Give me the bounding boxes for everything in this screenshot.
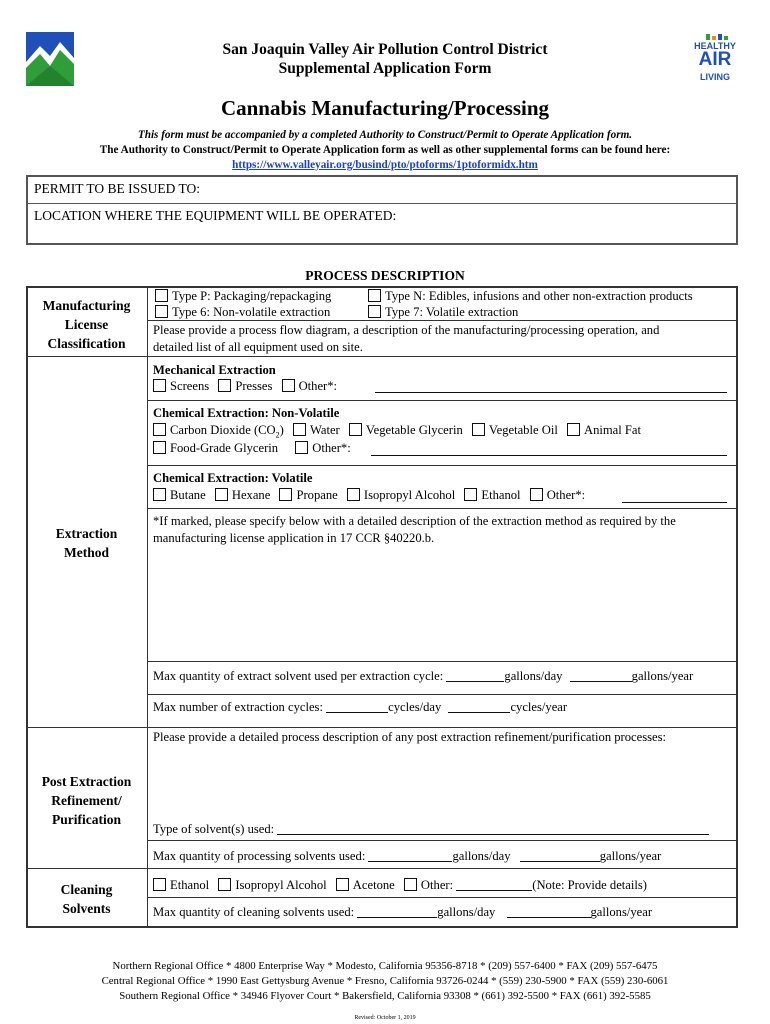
extraction-specify-instructions: *If marked, please specify below with a detailed description of the extraction method as required by the manufacturing license application in 17 CCR §40220.b. xyxy=(153,514,676,545)
extraction-description-area[interactable] xyxy=(153,550,731,656)
extraction-label-line1: Extraction xyxy=(55,526,118,541)
propane-checkbox[interactable] xyxy=(279,488,292,501)
page-title: Cannabis Manufacturing/Processing xyxy=(220,96,550,120)
volatile-other-checkbox[interactable] xyxy=(530,488,543,501)
logo-word-healthy: HEALTHY xyxy=(694,41,736,51)
vegetable-glycerin-checkbox[interactable] xyxy=(349,423,362,436)
processing-solvent-gal-day-field[interactable] xyxy=(368,849,452,862)
ethanol-checkbox[interactable] xyxy=(464,488,477,501)
mechanical-options: Screens Presses Other*: xyxy=(153,379,337,394)
type-n-checkbox[interactable] xyxy=(368,289,381,302)
nonvolatile-options-row1: Carbon Dioxide $(CO_2)$ Water Vegetable Glycerin Vegetable Oil Animal Fat xyxy=(153,423,641,440)
volatile-title: Chemical Extraction: Volatile xyxy=(153,471,313,485)
process-description-title: PROCESS DESCRIPTION xyxy=(305,268,465,283)
type-6-option[interactable]: Type 6: Non-volatile extraction xyxy=(155,305,330,320)
solvent-type-row: Type of solvent(s) used: xyxy=(153,822,709,837)
type-p-option[interactable]: Type P: Packaging/repackaging xyxy=(155,289,331,304)
cleaning-isopropyl-checkbox[interactable] xyxy=(218,878,231,891)
animal-fat-checkbox[interactable] xyxy=(567,423,580,436)
volatile-other-field[interactable] xyxy=(622,490,727,503)
healthy-air-living-logo xyxy=(692,34,738,86)
cycles-year-field[interactable] xyxy=(448,700,510,713)
solvent-type-field[interactable] xyxy=(277,822,709,835)
mechanical-title: Mechanical Extraction xyxy=(153,363,276,377)
permit-issued-to-label: PERMIT TO BE ISSUED TO: xyxy=(34,181,201,196)
footer-southern-office: Southern Regional Office * 34946 Flyover Court * Bakersfield, California 93308 * (661) 392-5500 * FAX (661) 392-5585 xyxy=(119,990,651,1002)
screens-checkbox[interactable] xyxy=(153,379,166,392)
org-name: San Joaquin Valley Air Pollution Control District xyxy=(222,41,548,58)
logo-word-air: AIR xyxy=(698,49,732,70)
mechanical-other-checkbox[interactable] xyxy=(282,379,295,392)
form-name: Supplemental Application Form xyxy=(278,60,492,77)
post-extraction-instructions: Please provide a detailed process description of any post extraction refinement/purification processes: xyxy=(153,730,667,744)
extract-solvent-gal-day-field[interactable] xyxy=(446,669,504,682)
post-extraction-label-line2: Refinement/ xyxy=(51,793,122,808)
cleaning-label-line1: Cleaning xyxy=(60,882,113,897)
note-forms-location: The Authority to Construct/Permit to Operate Application form as well as other supplemental forms can be found here: xyxy=(99,144,671,156)
max-extraction-cycles-row: Max number of extraction cycles: cycles/day cycles/year xyxy=(153,700,568,714)
footer-central-office: Central Regional Office * 1990 East Gettysburg Avenue * Fresno, California 93726-0244 * (559) 230-5900 * FAX (559) 230-6061 xyxy=(101,975,669,987)
manufacturing-label-line3: Classification xyxy=(47,336,126,351)
cleaning-ethanol-checkbox[interactable] xyxy=(153,878,166,891)
hexane-checkbox[interactable] xyxy=(215,488,228,501)
cycles-day-field[interactable] xyxy=(326,700,388,713)
max-cleaning-solvents-row: Max quantity of cleaning solvents used: gallons/day gallons/year xyxy=(153,905,653,919)
cleaning-acetone-checkbox[interactable] xyxy=(336,878,349,891)
cleaning-label-line2: Solvents xyxy=(62,901,111,916)
type-7-option[interactable]: Type 7: Volatile extraction xyxy=(368,305,518,320)
post-extraction-label-line1: Post Extraction xyxy=(41,774,132,789)
type-6-checkbox[interactable] xyxy=(155,305,168,318)
footer-northern-office: Northern Regional Office * 4800 Enterprise Way * Modesto, California 95356-8718 * (209) 557-6400 * FAX (209) 557-6475 xyxy=(112,960,658,972)
post-extraction-description-area[interactable] xyxy=(153,748,731,820)
nonvolatile-other-checkbox[interactable] xyxy=(295,441,308,454)
type-p-checkbox[interactable] xyxy=(155,289,168,302)
nonvolatile-options-row2: Food-Grade Glycerin Other*: xyxy=(153,441,351,456)
cleaning-options: Ethanol Isopropyl Alcohol Acetone Other: (Note: Provide details) xyxy=(153,878,647,893)
logo-word-living: LIVING xyxy=(699,72,730,82)
cleaning-solvent-gal-day-field[interactable] xyxy=(357,905,437,918)
water-checkbox[interactable] xyxy=(293,423,306,436)
permit-issued-to-row[interactable] xyxy=(28,177,736,204)
type-7-checkbox[interactable] xyxy=(368,305,381,318)
location-row[interactable] xyxy=(28,204,736,243)
extract-solvent-gal-year-field[interactable] xyxy=(570,669,632,682)
process-grid xyxy=(26,286,738,928)
max-processing-solvents-row: Max quantity of processing solvents used: gallons/day gallons/year xyxy=(153,849,662,863)
cleaning-other-checkbox[interactable] xyxy=(404,878,417,891)
note-accompany: This form must be accompanied by a completed Authority to Construct/Permit to Operate Application form. xyxy=(137,129,633,141)
cleaning-solvent-gal-year-field[interactable] xyxy=(507,905,591,918)
cleaning-other-field[interactable] xyxy=(456,878,532,891)
post-extraction-label-line3: Purification xyxy=(52,812,121,827)
revision-date: Revised: October 1, 2019 xyxy=(354,1015,416,1021)
manufacturing-instructions-1: Please provide a process flow diagram, a description of the manufacturing/processing operation, and xyxy=(153,323,660,337)
post-extraction-section-label xyxy=(26,772,147,829)
nonvolatile-title: Chemical Extraction: Non-Volatile xyxy=(153,406,340,420)
mechanical-other-field[interactable] xyxy=(375,380,727,393)
co2-checkbox[interactable] xyxy=(153,423,166,436)
district-logo xyxy=(26,32,74,86)
manufacturing-instructions-2: detailed list of all equipment used on site. xyxy=(153,340,363,354)
butane-checkbox[interactable] xyxy=(153,488,166,501)
presses-checkbox[interactable] xyxy=(218,379,231,392)
nonvolatile-other-field[interactable] xyxy=(371,443,727,456)
manufacturing-section-label xyxy=(26,296,147,353)
processing-solvent-gal-year-field[interactable] xyxy=(520,849,600,862)
manufacturing-label-line1: Manufacturing xyxy=(42,298,131,313)
cleaning-section-label xyxy=(26,880,147,918)
isopropyl-alcohol-checkbox[interactable] xyxy=(347,488,360,501)
volatile-options: Butane Hexane Propane Isopropyl Alcohol Ethanol Other*: xyxy=(153,488,585,503)
vegetable-oil-checkbox[interactable] xyxy=(472,423,485,436)
max-extract-solvent-row: Max quantity of extract solvent used per extraction cycle: gallons/day gallons/year xyxy=(153,669,694,683)
type-n-option[interactable]: Type N: Edibles, infusions and other non-extraction products xyxy=(368,289,693,304)
food-grade-glycerin-checkbox[interactable] xyxy=(153,441,166,454)
location-label: LOCATION WHERE THE EQUIPMENT WILL BE OPERATED: xyxy=(34,208,397,223)
manufacturing-label-line2: License xyxy=(64,317,109,332)
permit-table xyxy=(26,175,738,245)
extraction-label-line2: Method xyxy=(64,545,109,560)
forms-link[interactable]: https://www.valleyair.org/busind/pto/ptoforms/1ptoformidx.htm xyxy=(232,159,538,171)
extraction-section-label xyxy=(26,524,147,562)
